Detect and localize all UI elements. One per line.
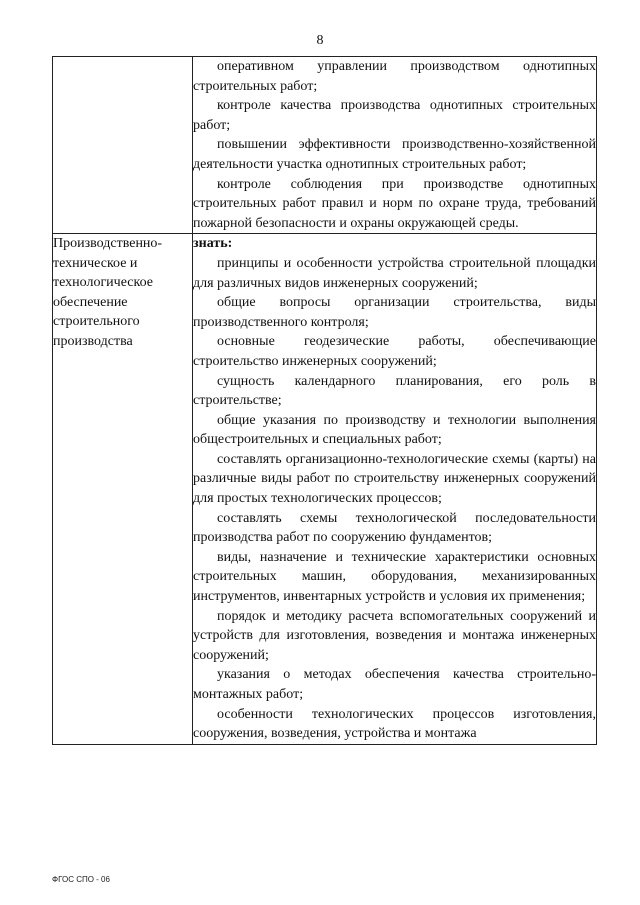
list-item: основные геодезические работы, обеспечивающие строительство инженерных сооружений; [193, 334, 596, 369]
list-item: общие вопросы организации строительства, виды производственного контроля; [193, 295, 596, 330]
list-item: общие указания по производству и технологии выполнения общестроительных и специальных работ; [193, 412, 596, 448]
list-item: составлять схемы технологической последовательности производства работ по сооружению фундаментов; [193, 510, 596, 546]
list-item: контроле соблюдения при производстве однотипных строительных работ правил и норм по охране труда, требований пожарной безопасности и охраны окружающей среды. [193, 176, 596, 231]
table-cell-left [53, 57, 193, 234]
list-item: особенности технологических процессов изготовления, сооружения, возведения, устройства и монтажа [193, 706, 596, 742]
list-item: указания о методах обеспечения качества строительно-монтажных работ; [193, 667, 596, 702]
table-row [53, 234, 597, 744]
table-cell-right [193, 57, 597, 234]
table-row [53, 57, 597, 234]
list-item: порядок и методику расчета вспомогательных сооружений и устройств для изготовления, возведения и монтажа инженерных сооружений; [193, 608, 596, 663]
competency-table [52, 56, 597, 745]
list-item: составлять организационно-технологические схемы (карты) на различные виды работ по строительству инженерных сооружений для простых технологических процессов; [193, 451, 596, 507]
list-item: повышении эффективности производственно-хозяйственной деятельности участка однотипных строительных работ; [193, 137, 596, 172]
table-cell-right [193, 234, 597, 744]
document-footer: ФГОС СПО - 06 [52, 875, 110, 884]
list-item: сущность календарного планирования, его роль в строительстве; [193, 373, 596, 409]
list-item: принципы и особенности устройства строительной площадки для различных видов инженерных сооружений; [193, 255, 596, 291]
page-number: 8 [316, 33, 324, 48]
section-heading: знать: [193, 236, 233, 252]
table-cell-left: Производственно-техническое и технологическое обеспечение строительного производства [53, 234, 193, 744]
list-item: контроле качества производства однотипных строительных работ; [193, 98, 596, 133]
list-item: оперативном управлении производством однотипных строительных работ; [193, 59, 596, 94]
list-item: виды, назначение и технические характеристики основных строительных машин, оборудования, механизированных инструментов, инвентарных устройств и условия их применения; [193, 549, 596, 605]
